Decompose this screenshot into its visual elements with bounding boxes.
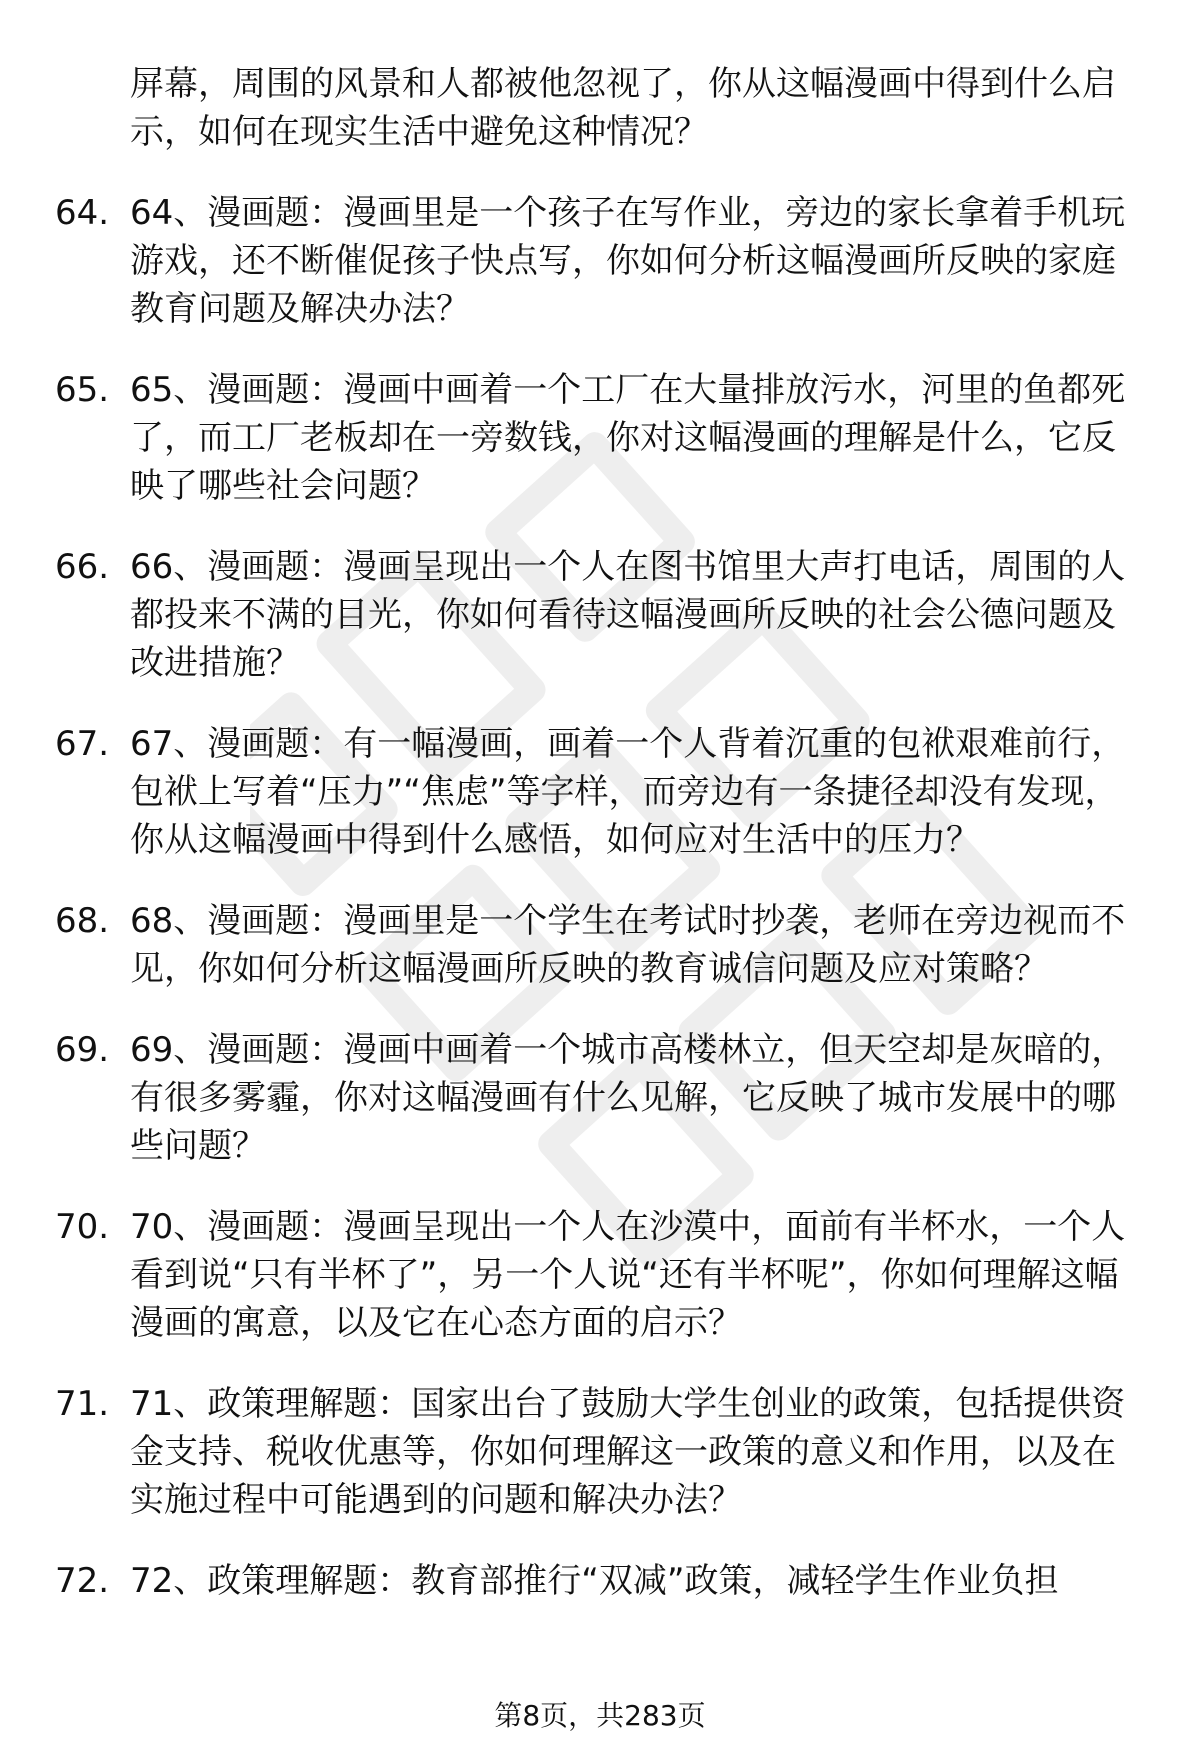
question-text: 66、漫画题：漫画呈现出一个人在图书馆里大声打电话，周围的人都投来不满的目光，你如何看待这幅漫画所反映的社会公德问题及改进措施？	[130, 547, 1126, 683]
question-text: 70、漫画题：漫画呈现出一个人在沙漠中，面前有半杯水，一个人看到说“只有半杯了”，另一个人说“还有半杯呢”，你如何理解这幅漫画的寓意，以及它在心态方面的启示？	[130, 1207, 1126, 1343]
list-item	[0, 1380, 1200, 1524]
question-text: 69、漫画题：漫画中画着一个城市高楼林立，但天空却是灰暗的，有很多雾霾，你对这幅漫画有什么见解，它反映了城市发展中的哪些问题？	[130, 1030, 1126, 1166]
question-number: 72.	[55, 1561, 110, 1601]
question-text: 71、政策理解题：国家出台了鼓励大学生创业的政策，包括提供资金支持、税收优惠等，你如何理解这一政策的意义和作用，以及在实施过程中可能遇到的问题和解决办法？	[130, 1384, 1126, 1520]
page-footer: 第8页，共283页	[494, 1699, 706, 1732]
question-list	[0, 189, 1200, 1605]
question-number: 67.	[55, 724, 110, 764]
continued-question-text: 屏幕，周围的风景和人都被他忽视了，你从这幅漫画中得到什么启示，如何在现实生活中避免这种情况？	[130, 64, 1116, 152]
list-item	[0, 897, 1200, 993]
list-item	[0, 720, 1200, 864]
list-item	[0, 1557, 1200, 1605]
question-number: 66.	[55, 547, 110, 587]
list-item	[0, 1026, 1200, 1170]
question-number: 64.	[55, 193, 110, 233]
question-text: 67、漫画题：有一幅漫画，画着一个人背着沉重的包袱艰难前行，包袱上写着“压力”“焦虑”等字样，而旁边有一条捷径却没有发现，你从这幅漫画中得到什么感悟，如何应对生活中的压力？	[130, 724, 1126, 860]
document-body	[0, 60, 1200, 1605]
question-text: 64、漫画题：漫画里是一个孩子在写作业，旁边的家长拿着手机玩游戏，还不断催促孩子快点写，你如何分析这幅漫画所反映的家庭教育问题及解决办法？	[130, 193, 1126, 329]
list-item	[0, 366, 1200, 510]
question-number: 70.	[55, 1207, 110, 1247]
question-number: 65.	[55, 370, 110, 410]
question-text: 65、漫画题：漫画中画着一个工厂在大量排放污水，河里的鱼都死了，而工厂老板却在一旁数钱，你对这幅漫画的理解是什么，它反映了哪些社会问题？	[130, 370, 1126, 506]
question-number: 69.	[55, 1030, 110, 1070]
question-number: 71.	[55, 1384, 110, 1424]
list-item	[0, 543, 1200, 687]
question-text: 72、政策理解题：教育部推行“双减”政策，减轻学生作业负担	[130, 1561, 1059, 1601]
list-item	[0, 189, 1200, 333]
question-number: 68.	[55, 901, 110, 941]
list-item	[0, 1203, 1200, 1347]
question-text: 68、漫画题：漫画里是一个学生在考试时抄袭，老师在旁边视而不见，你如何分析这幅漫画所反映的教育诚信问题及应对策略？	[130, 901, 1126, 989]
